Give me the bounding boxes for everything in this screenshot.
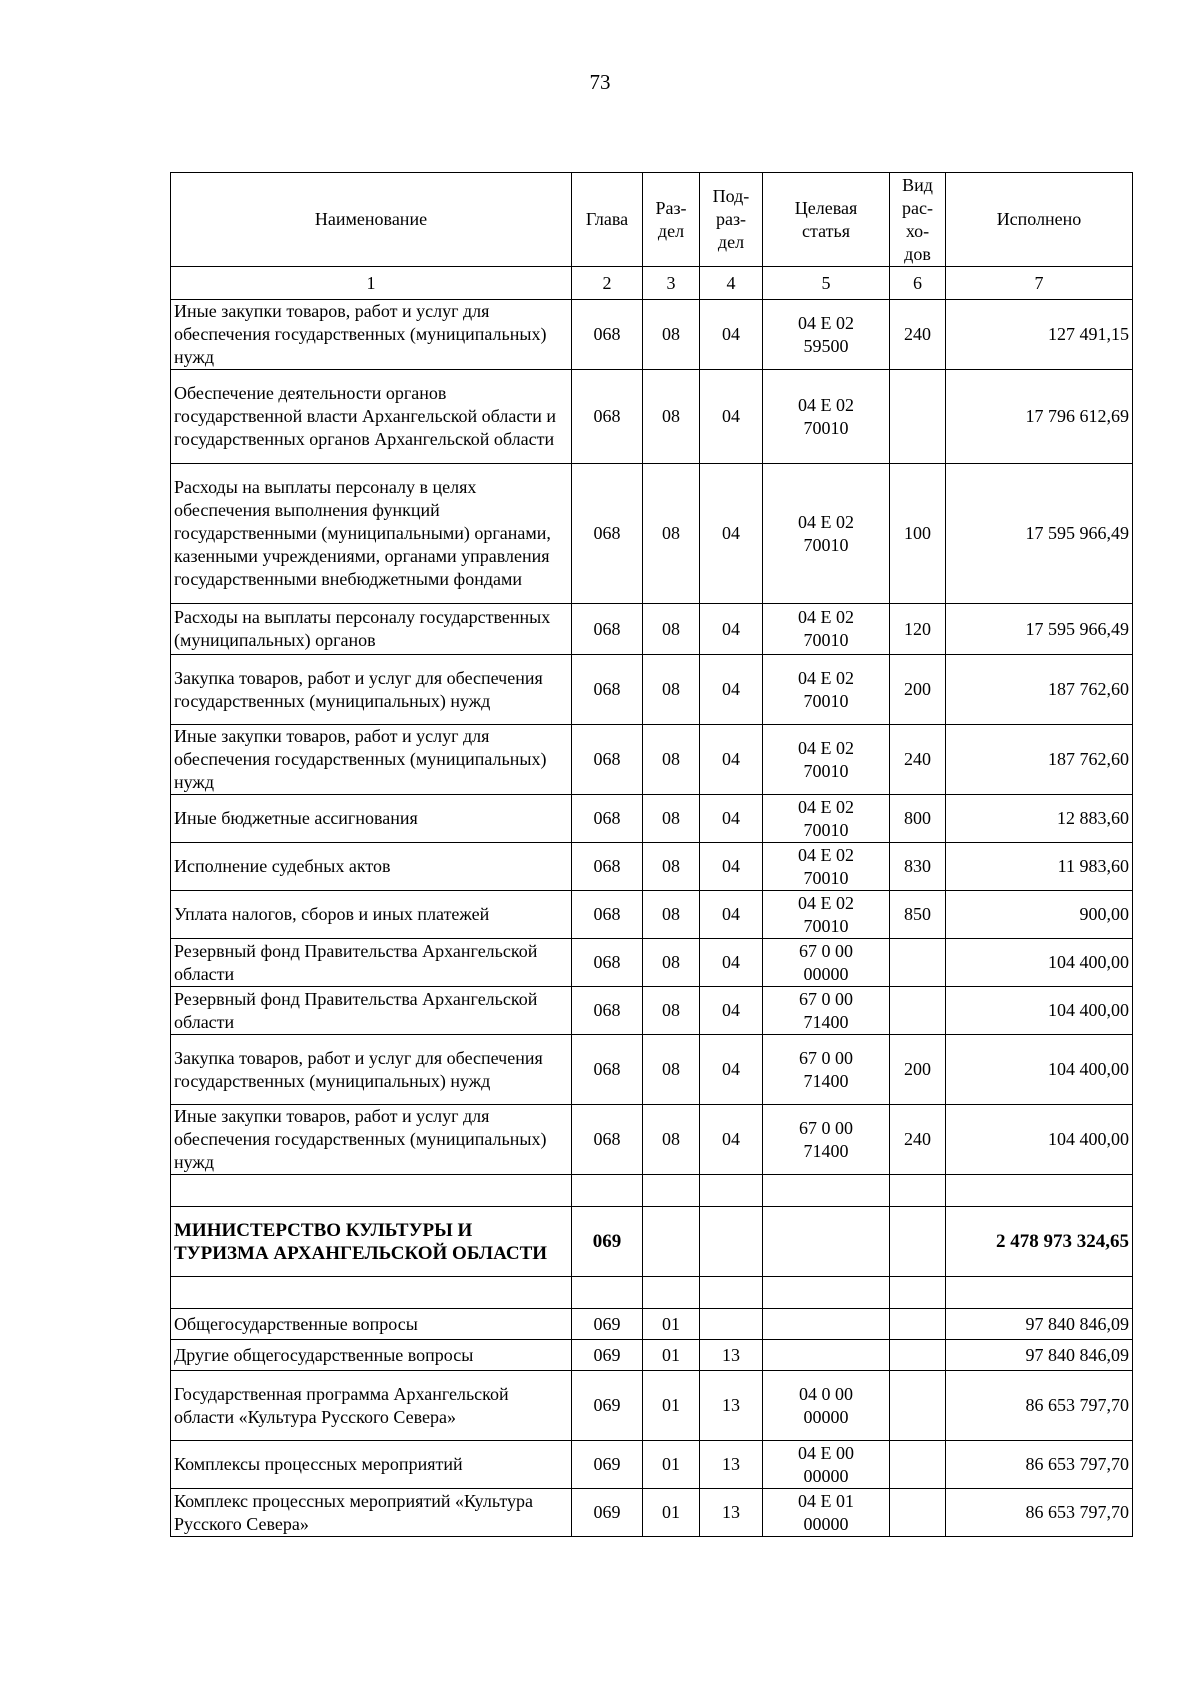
row-podrazdel: 04 (700, 300, 763, 370)
table-row (171, 795, 1133, 843)
row-statya: 04 Е 02 70010 (763, 604, 890, 655)
row-vid: 830 (890, 843, 946, 891)
row-vid (890, 939, 946, 987)
row-vid: 240 (890, 725, 946, 795)
header-statya: Целевая статья (763, 173, 890, 267)
table-body (171, 300, 1133, 1537)
row-name (171, 1277, 572, 1309)
row-amount: 12 883,60 (946, 795, 1133, 843)
row-glava: 069 (572, 1340, 643, 1371)
row-vid (890, 370, 946, 464)
table-row (171, 1340, 1133, 1371)
row-vid: 800 (890, 795, 946, 843)
row-name: Закупка товаров, работ и услуг для обеспечения государственных (муниципальных) нужд (171, 1035, 572, 1105)
row-statya: 04 Е 01 00000 (763, 1489, 890, 1537)
row-podrazdel: 04 (700, 1035, 763, 1105)
row-name: Обеспечение деятельности органов государственной власти Архангельской области и государственных органов Архангельской области (171, 370, 572, 464)
page-number: 73 (589, 70, 611, 94)
row-podrazdel (700, 1309, 763, 1340)
table-row (171, 939, 1133, 987)
row-name: МИНИСТЕРСТВО КУЛЬТУРЫ И ТУРИЗМА АРХАНГЕЛЬСКОЙ ОБЛАСТИ (171, 1207, 572, 1277)
table-row (171, 843, 1133, 891)
row-podrazdel: 04 (700, 604, 763, 655)
row-statya: 04 Е 02 59500 (763, 300, 890, 370)
row-razdel (643, 1175, 700, 1207)
row-name (171, 1175, 572, 1207)
row-amount: 17 796 612,69 (946, 370, 1133, 464)
row-razdel: 01 (643, 1309, 700, 1340)
row-name: Комплекс процессных мероприятий «Культура Русского Севера» (171, 1489, 572, 1537)
row-amount: 86 653 797,70 (946, 1441, 1133, 1489)
column-number: 4 (700, 267, 763, 300)
row-vid: 100 (890, 464, 946, 604)
row-razdel: 08 (643, 300, 700, 370)
table-row (171, 604, 1133, 655)
row-glava: 069 (572, 1309, 643, 1340)
row-statya: 04 Е 00 00000 (763, 1441, 890, 1489)
row-amount: 900,00 (946, 891, 1133, 939)
row-glava: 068 (572, 300, 643, 370)
row-name: Иные закупки товаров, работ и услуг для обеспечения государственных (муниципальных) нужд (171, 300, 572, 370)
row-glava: 068 (572, 725, 643, 795)
row-razdel (643, 1277, 700, 1309)
row-amount: 104 400,00 (946, 1105, 1133, 1175)
row-name: Расходы на выплаты персоналу в целях обеспечения выполнения функций государственными (муниципальными) органами, казенными учреждениями, органами управления государственными внебюджетными фондами (171, 464, 572, 604)
row-statya: 04 Е 02 70010 (763, 655, 890, 725)
row-statya: 04 0 00 00000 (763, 1371, 890, 1441)
column-number: 2 (572, 267, 643, 300)
row-statya: 67 0 00 00000 (763, 939, 890, 987)
row-vid (890, 1340, 946, 1371)
row-amount: 86 653 797,70 (946, 1371, 1133, 1441)
header-razdel: Раз- дел (643, 173, 700, 267)
row-glava: 068 (572, 655, 643, 725)
row-glava: 069 (572, 1371, 643, 1441)
row-glava: 068 (572, 939, 643, 987)
row-glava (572, 1277, 643, 1309)
row-name: Резервный фонд Правительства Архангельской области (171, 939, 572, 987)
row-razdel: 08 (643, 370, 700, 464)
row-glava: 069 (572, 1489, 643, 1537)
row-name: Государственная программа Архангельской области «Культура Русского Севера» (171, 1371, 572, 1441)
row-statya: 67 0 00 71400 (763, 1105, 890, 1175)
table-row (171, 987, 1133, 1035)
row-name: Комплексы процессных мероприятий (171, 1441, 572, 1489)
row-amount (946, 1277, 1133, 1309)
row-statya: 04 Е 02 70010 (763, 725, 890, 795)
row-name: Иные закупки товаров, работ и услуг для обеспечения государственных (муниципальных) нужд (171, 725, 572, 795)
row-amount: 97 840 846,09 (946, 1309, 1133, 1340)
row-name: Общегосударственные вопросы (171, 1309, 572, 1340)
row-glava (572, 1175, 643, 1207)
row-name: Уплата налогов, сборов и иных платежей (171, 891, 572, 939)
row-podrazdel: 04 (700, 725, 763, 795)
row-razdel: 08 (643, 939, 700, 987)
row-name: Расходы на выплаты персоналу государственных (муниципальных) органов (171, 604, 572, 655)
row-name: Резервный фонд Правительства Архангельской области (171, 987, 572, 1035)
table-row (171, 1489, 1133, 1537)
row-amount: 17 595 966,49 (946, 604, 1133, 655)
row-vid: 120 (890, 604, 946, 655)
header-podrazdel: Под- раз- дел (700, 173, 763, 267)
row-glava: 069 (572, 1441, 643, 1489)
row-podrazdel: 13 (700, 1371, 763, 1441)
row-vid (890, 1489, 946, 1537)
column-number: 5 (763, 267, 890, 300)
row-podrazdel: 13 (700, 1340, 763, 1371)
row-podrazdel: 04 (700, 891, 763, 939)
row-statya (763, 1309, 890, 1340)
table-row (171, 891, 1133, 939)
row-podrazdel: 13 (700, 1441, 763, 1489)
row-razdel: 08 (643, 464, 700, 604)
row-statya (763, 1277, 890, 1309)
table-row (171, 1441, 1133, 1489)
row-vid (890, 1371, 946, 1441)
table-row (171, 1207, 1133, 1277)
row-glava: 068 (572, 1035, 643, 1105)
row-vid: 200 (890, 1035, 946, 1105)
row-podrazdel: 04 (700, 370, 763, 464)
table-row (171, 1105, 1133, 1175)
row-amount: 104 400,00 (946, 987, 1133, 1035)
row-vid: 240 (890, 300, 946, 370)
row-statya: 04 Е 02 70010 (763, 370, 890, 464)
row-amount: 17 595 966,49 (946, 464, 1133, 604)
column-number: 6 (890, 267, 946, 300)
row-glava: 068 (572, 795, 643, 843)
row-vid: 850 (890, 891, 946, 939)
row-name: Исполнение судебных актов (171, 843, 572, 891)
row-statya: 04 Е 02 70010 (763, 795, 890, 843)
header-glava: Глава (572, 173, 643, 267)
row-amount (946, 1175, 1133, 1207)
header-name: Наименование (171, 173, 572, 267)
row-razdel: 01 (643, 1340, 700, 1371)
row-glava: 068 (572, 1105, 643, 1175)
row-podrazdel: 04 (700, 795, 763, 843)
row-amount: 187 762,60 (946, 655, 1133, 725)
row-podrazdel (700, 1207, 763, 1277)
row-podrazdel: 04 (700, 843, 763, 891)
column-numbers-row (171, 267, 1133, 300)
row-razdel: 08 (643, 725, 700, 795)
row-glava: 068 (572, 843, 643, 891)
row-vid (890, 1309, 946, 1340)
row-vid (890, 1277, 946, 1309)
row-razdel (643, 1207, 700, 1277)
header-row (171, 173, 1133, 267)
row-glava: 068 (572, 891, 643, 939)
table-row (171, 300, 1133, 370)
row-glava: 068 (572, 370, 643, 464)
row-name: Другие общегосударственные вопросы (171, 1340, 572, 1371)
table-row (171, 370, 1133, 464)
row-podrazdel: 13 (700, 1489, 763, 1537)
row-razdel: 08 (643, 987, 700, 1035)
row-glava: 068 (572, 604, 643, 655)
row-glava: 068 (572, 464, 643, 604)
row-vid (890, 1207, 946, 1277)
row-statya: 04 Е 02 70010 (763, 891, 890, 939)
row-razdel: 01 (643, 1441, 700, 1489)
table-row (171, 1175, 1133, 1207)
row-amount: 86 653 797,70 (946, 1489, 1133, 1537)
column-number: 7 (946, 267, 1133, 300)
header-vid: Вид рас- хо- дов (890, 173, 946, 267)
row-razdel: 01 (643, 1371, 700, 1441)
column-number: 3 (643, 267, 700, 300)
row-razdel: 08 (643, 604, 700, 655)
table-row (171, 655, 1133, 725)
row-podrazdel: 04 (700, 655, 763, 725)
row-razdel: 08 (643, 655, 700, 725)
row-statya (763, 1207, 890, 1277)
row-amount: 97 840 846,09 (946, 1340, 1133, 1371)
row-name: Иные закупки товаров, работ и услуг для обеспечения государственных (муниципальных) нужд (171, 1105, 572, 1175)
row-vid (890, 1441, 946, 1489)
row-name: Иные бюджетные ассигнования (171, 795, 572, 843)
column-number: 1 (171, 267, 572, 300)
row-statya: 67 0 00 71400 (763, 1035, 890, 1105)
row-amount: 2 478 973 324,65 (946, 1207, 1133, 1277)
table-row (171, 1371, 1133, 1441)
row-vid (890, 987, 946, 1035)
row-razdel: 08 (643, 1105, 700, 1175)
row-glava: 068 (572, 987, 643, 1035)
header-amount: Исполнено (946, 173, 1133, 267)
row-podrazdel: 04 (700, 464, 763, 604)
table-row (171, 1035, 1133, 1105)
row-statya: 04 Е 02 70010 (763, 843, 890, 891)
row-vid (890, 1175, 946, 1207)
row-amount: 104 400,00 (946, 1035, 1133, 1105)
row-amount: 127 491,15 (946, 300, 1133, 370)
row-statya: 04 Е 02 70010 (763, 464, 890, 604)
row-podrazdel: 04 (700, 1105, 763, 1175)
row-podrazdel: 04 (700, 987, 763, 1035)
row-razdel: 08 (643, 843, 700, 891)
table-row (171, 1277, 1133, 1309)
row-podrazdel: 04 (700, 939, 763, 987)
table-row (171, 725, 1133, 795)
row-amount: 104 400,00 (946, 939, 1133, 987)
row-razdel: 01 (643, 1489, 700, 1537)
row-podrazdel (700, 1175, 763, 1207)
row-statya: 67 0 00 71400 (763, 987, 890, 1035)
row-amount: 187 762,60 (946, 725, 1133, 795)
row-razdel: 08 (643, 1035, 700, 1105)
row-statya (763, 1175, 890, 1207)
row-amount: 11 983,60 (946, 843, 1133, 891)
row-razdel: 08 (643, 795, 700, 843)
row-vid: 200 (890, 655, 946, 725)
row-vid: 240 (890, 1105, 946, 1175)
row-statya (763, 1340, 890, 1371)
budget-table (170, 172, 1133, 1537)
row-glava: 069 (572, 1207, 643, 1277)
row-razdel: 08 (643, 891, 700, 939)
row-podrazdel (700, 1277, 763, 1309)
table-row (171, 1309, 1133, 1340)
table-row (171, 464, 1133, 604)
row-name: Закупка товаров, работ и услуг для обеспечения государственных (муниципальных) нужд (171, 655, 572, 725)
